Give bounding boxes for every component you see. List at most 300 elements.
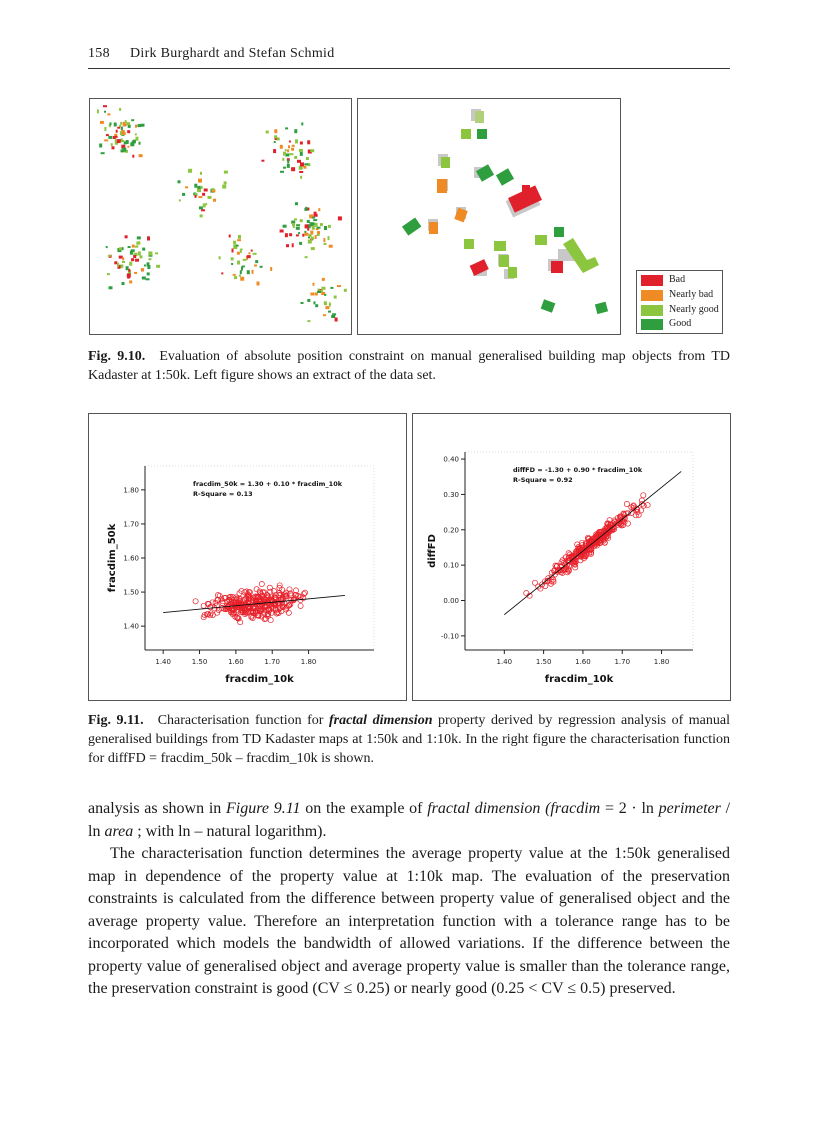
- map-building-185: [329, 245, 333, 248]
- map-building-284: [213, 199, 216, 202]
- map-building-118: [128, 275, 130, 278]
- map-building-35: [104, 111, 106, 113]
- x-axis-label: fracdim_10k: [544, 674, 614, 685]
- map-building-255: [241, 267, 243, 271]
- map-building-142: [280, 145, 283, 149]
- y-axis-label: diffFD: [427, 534, 438, 568]
- map-building-44: [123, 122, 126, 126]
- y-tick-label: 1.80: [123, 486, 139, 495]
- map-building-302: [332, 313, 336, 315]
- map-building-164: [289, 141, 291, 143]
- map-building-235: [270, 267, 272, 271]
- map-building-39: [111, 143, 113, 146]
- map-building-259: [254, 265, 257, 267]
- map-building-112: [126, 266, 129, 270]
- map-building-65: [140, 255, 143, 258]
- y-tick-label: -0.10: [440, 632, 459, 641]
- map-building-314: [318, 289, 320, 291]
- p1-term-area: area: [104, 822, 134, 840]
- map-building-245: [237, 252, 240, 255]
- map-building-289: [208, 196, 212, 199]
- x-tick-label: 1.70: [614, 658, 631, 666]
- map-building-170: [296, 227, 300, 230]
- map-building-225: [248, 252, 250, 254]
- map-building-303: [330, 287, 333, 289]
- map-building-290: [314, 301, 316, 304]
- map-building-34: [122, 132, 126, 135]
- map-zoom-figure: [357, 98, 621, 335]
- map-building-29: [116, 130, 118, 133]
- map-building-127: [280, 171, 284, 173]
- map-building-220: [300, 219, 303, 222]
- map-building-287: [194, 184, 197, 188]
- map-building-100: [156, 265, 160, 268]
- map-building-41: [139, 154, 143, 157]
- x-tick-label: 1.40: [155, 658, 171, 666]
- map-building-59: [115, 139, 117, 143]
- y-tick-label: 0.10: [443, 561, 459, 570]
- y-tick-label: 0.20: [443, 526, 459, 535]
- map-building-4: [114, 123, 117, 127]
- map-building-270: [200, 214, 203, 217]
- map-building-60: [138, 251, 141, 255]
- x-tick-label: 1.60: [575, 658, 591, 666]
- header-authors: Dirk Burghardt and Stefan Schmid: [130, 46, 335, 61]
- map-building-197: [311, 237, 314, 240]
- map-building-222: [317, 234, 320, 236]
- map-building-226: [237, 261, 240, 265]
- map-building-216: [312, 226, 315, 230]
- map-building-72: [125, 235, 128, 238]
- map-building-88: [135, 259, 139, 262]
- map-building-75: [155, 252, 158, 254]
- map-building-95: [148, 258, 151, 260]
- map-building-295: [307, 299, 310, 302]
- map-building-172: [305, 233, 309, 236]
- map-building-151: [261, 160, 264, 162]
- map-building-86: [119, 256, 123, 259]
- map-building-161: [283, 167, 286, 169]
- scatter-point: [298, 603, 303, 608]
- regression-line: [504, 471, 681, 614]
- scatter-point: [268, 589, 273, 594]
- map-building-31: [110, 122, 112, 125]
- map-building-149: [291, 167, 295, 171]
- map-building-315: [324, 303, 327, 305]
- map-building-99: [108, 255, 111, 257]
- y-tick-label: 1.40: [123, 622, 139, 631]
- map-building-7: [117, 127, 120, 129]
- map-building-253: [247, 270, 250, 274]
- map-legend: [636, 270, 723, 334]
- map-building-233: [232, 249, 234, 253]
- map-building-45: [127, 130, 130, 133]
- map-building-162: [277, 138, 280, 141]
- map-building-115: [129, 262, 132, 266]
- map-building-48: [99, 144, 102, 148]
- map-building-153: [282, 158, 284, 161]
- map-building-311: [310, 293, 314, 296]
- page-number: 158: [88, 46, 110, 61]
- map-building-27: [135, 125, 137, 128]
- regression-annotation: fracdim_50k = 1.30 + 0.10 * fracdim_10k: [193, 480, 343, 488]
- map-building-138: [299, 166, 303, 170]
- p1-text-d: / ln: [88, 800, 731, 840]
- map-building-272: [178, 180, 181, 183]
- map-building-168: [283, 225, 287, 228]
- map-building-30: [126, 140, 129, 144]
- map-building-241: [240, 277, 244, 281]
- map-building-133: [266, 131, 269, 134]
- map-building-132: [299, 149, 303, 152]
- map-building-267: [199, 206, 203, 209]
- figure-9-10-label: Fig. 9.10.: [88, 349, 146, 364]
- map-building-43: [101, 152, 105, 154]
- x-tick-label: 1.40: [496, 658, 513, 666]
- map-building-306: [315, 304, 318, 307]
- map-building-188: [323, 238, 325, 242]
- map-building-20: [112, 146, 115, 149]
- map-building-83: [128, 269, 130, 272]
- figure-9-11-caption: [88, 711, 730, 768]
- map-building-84: [122, 261, 125, 263]
- map-building-57: [117, 139, 121, 143]
- y-axis-label: fracdim_50k: [107, 523, 118, 593]
- map-building-199: [280, 230, 284, 233]
- map-building-3: [104, 139, 108, 141]
- map-building-177: [296, 224, 300, 226]
- y-tick-label: 0.30: [443, 490, 459, 499]
- map-building-117: [119, 247, 122, 250]
- chart-fracdim-50k: [88, 413, 407, 701]
- map-building-156: [274, 129, 277, 133]
- map-building-300: [301, 302, 304, 304]
- scatter-point: [302, 590, 307, 595]
- map-building-155: [307, 140, 310, 144]
- paragraph-1: [88, 798, 730, 843]
- y-tick-label: 0.00: [443, 597, 459, 605]
- map-building-108: [141, 268, 144, 271]
- map-building-62: [128, 246, 131, 248]
- map-building-96: [122, 282, 125, 285]
- map-building-283: [211, 188, 214, 190]
- map-building-10: [121, 127, 123, 131]
- map-building-50: [141, 124, 145, 127]
- x-tick-label: 1.50: [191, 658, 208, 666]
- map-building-120: [294, 129, 297, 133]
- x-tick-label: 1.80: [300, 658, 317, 666]
- map-building-257: [231, 257, 234, 260]
- regression-annotation: R-Square = 0.92: [513, 476, 573, 484]
- map-building-163: [304, 163, 308, 165]
- map-building-280: [188, 169, 192, 173]
- map-building-130: [288, 145, 290, 148]
- scatter-point: [641, 493, 646, 498]
- map-building-136: [283, 152, 286, 156]
- map-building-254: [253, 253, 257, 255]
- map-building-121: [299, 171, 303, 173]
- map-building-258: [239, 275, 241, 277]
- map-building-313: [321, 287, 325, 290]
- map-building-308: [323, 314, 326, 316]
- figure-9-11-caption-post: property derived by regression analysis of manual generalised buildings from TD Kadaster maps at 1:50k and 1:10k. In the right figure the characterisation function for diffFD = fracdim_50k – fracdim_10k is shown.: [88, 713, 731, 766]
- map-building-129: [289, 153, 293, 155]
- map-building-304: [322, 278, 325, 281]
- map-building-158: [300, 142, 303, 145]
- legend-swatch-nearly-bad: [641, 290, 663, 301]
- map-building-219: [315, 223, 318, 227]
- map-building-36: [130, 142, 134, 146]
- p1-text-a: analysis as shown in: [88, 800, 227, 817]
- scatter-point: [645, 503, 650, 508]
- map-building-299: [337, 285, 341, 287]
- map-building-16: [128, 125, 131, 128]
- map-building-217: [312, 217, 315, 219]
- map-building-19: [103, 105, 107, 107]
- map-building-312: [344, 289, 347, 292]
- map-building-307: [313, 283, 315, 286]
- p1-figure-ref: Figure 9.11: [226, 800, 301, 817]
- regression-annotation: diffFD = -1.30 + 0.90 * fracdim_10k: [513, 466, 643, 474]
- buildings: [402, 111, 608, 314]
- map-building-265: [179, 199, 181, 201]
- map-building-288: [197, 186, 200, 189]
- map-building-248: [241, 248, 243, 250]
- map-building-28: [135, 133, 137, 135]
- map-building-249: [229, 235, 231, 238]
- map-building-296: [334, 296, 337, 299]
- map-building-215: [315, 235, 317, 239]
- map-building-276: [195, 195, 197, 198]
- y-tick-label: 1.50: [123, 588, 139, 597]
- y-tick-label: 1.60: [123, 554, 139, 563]
- map-building-125: [273, 149, 276, 153]
- figure-9-11-label: Fig. 9.11.: [88, 713, 144, 728]
- map-building-231: [257, 282, 260, 286]
- map-building-192: [307, 220, 310, 223]
- y-tick-label: 1.70: [123, 520, 139, 529]
- map-building-181: [308, 240, 312, 244]
- map-building-140: [287, 164, 290, 168]
- map-building-183: [328, 225, 331, 228]
- map-building-53: [131, 119, 134, 121]
- map-building-97: [146, 278, 150, 280]
- map-building-165: [298, 232, 300, 234]
- map-building-208: [305, 256, 308, 258]
- chart-difffd: [412, 413, 731, 701]
- map-building-13: [136, 137, 139, 141]
- p1-term-perimeter: perimeter: [658, 800, 721, 817]
- map-building-143: [287, 160, 289, 164]
- map-building-159: [300, 162, 304, 166]
- map-building-171: [295, 202, 298, 205]
- map-building-273: [198, 179, 202, 183]
- map-building-114: [147, 265, 150, 269]
- p1-term-fracdim: fractal dimension (fracdim: [427, 800, 601, 817]
- scatter-point: [259, 581, 264, 586]
- map-building-266: [201, 209, 205, 211]
- map-building-218: [318, 208, 320, 211]
- map-building-212: [338, 216, 342, 220]
- map-building-210: [317, 227, 321, 229]
- map-building-247: [247, 255, 251, 258]
- map-building-52: [126, 122, 130, 125]
- x-tick-label: 1.60: [228, 658, 244, 666]
- map-building-180: [311, 247, 315, 250]
- building-shadows: [428, 109, 576, 279]
- map-building-256: [237, 239, 241, 241]
- map-building-246: [255, 260, 258, 263]
- x-tick-label: 1.80: [653, 658, 670, 666]
- map-building-51: [120, 139, 122, 142]
- map-building-146: [287, 149, 289, 152]
- map-building-49: [127, 146, 129, 148]
- map-building-119: [148, 252, 152, 256]
- map-building-150: [274, 141, 276, 143]
- running-header: [88, 44, 730, 69]
- map-building-67: [134, 272, 137, 274]
- body-text: [88, 798, 730, 1001]
- map-building-56: [107, 113, 110, 115]
- map-building-152: [274, 135, 277, 138]
- x-axis-label: fracdim_10k: [225, 674, 294, 685]
- map-building-147: [295, 139, 298, 143]
- map-building-81: [120, 265, 123, 268]
- figure-9-11-caption-em: fractal dimension: [328, 713, 433, 728]
- chart-difffd-svg: [413, 414, 730, 700]
- scatter-point: [201, 603, 206, 608]
- map-building-105: [133, 255, 136, 258]
- map-building-184: [292, 243, 294, 247]
- map-building-66: [142, 277, 146, 280]
- map-building-221: [309, 234, 312, 237]
- legend-label-good: Good: [669, 318, 692, 329]
- map-extract-figure: [89, 98, 352, 335]
- map-extract-svg: [90, 99, 351, 334]
- map-building-126: [300, 176, 302, 179]
- x-tick-label: 1.50: [535, 658, 552, 666]
- map-building-263: [200, 172, 202, 175]
- p1-text-b: on the example of: [300, 800, 428, 817]
- scatter-point: [193, 599, 198, 604]
- map-building-261: [204, 189, 208, 192]
- map-building-278: [202, 193, 205, 196]
- map-building-46: [106, 134, 109, 136]
- map-building-179: [317, 231, 320, 234]
- legend-swatch-bad: [641, 275, 663, 286]
- paragraph-2: The characterisation function determines the average property value at the 1:50k generalised map in dependence of the property value at 1:10k map. The evaluation of the preservation constraints is calculated from the difference between property value of generalised object and the average property value. Therefore an interpretation function with a tolerance range has to be incorporated which models the bandwidth of allowed variations. If the difference between the property value of generalised object and average property value is smaller than the tolerance range, the preservation constraint is good (CV ≤ 0.25) or nearly good (0.25 < CV ≤ 0.5) preserved.: [88, 845, 730, 997]
- map-building-15: [139, 142, 141, 145]
- p1-text-c: = 2 · ln: [600, 800, 659, 817]
- map-building-207: [293, 225, 295, 228]
- map-building-277: [222, 185, 226, 189]
- map-building-239: [236, 245, 239, 247]
- map-building-252: [240, 270, 242, 274]
- map-building-242: [234, 276, 237, 279]
- map-building-104: [117, 263, 119, 267]
- map-building-224: [305, 224, 309, 228]
- map-building-223: [302, 234, 304, 237]
- map-building-244: [260, 266, 263, 268]
- map-building-38: [97, 109, 99, 113]
- map-building-64: [106, 246, 108, 248]
- map-building-317: [324, 294, 326, 296]
- map-building-141: [297, 160, 301, 163]
- p1-text-e: ; with ln – natural logarithm).: [133, 822, 327, 840]
- map-building-69: [132, 245, 135, 248]
- map-building-281: [224, 181, 227, 184]
- map-building-101: [131, 249, 135, 252]
- map-building-148: [310, 149, 314, 152]
- scatter-point: [286, 610, 291, 615]
- figure-9-11-caption-pre: Characterisation function for: [157, 713, 329, 728]
- scatter-point: [624, 501, 629, 506]
- map-building-98: [135, 246, 138, 248]
- map-building-214: [305, 207, 307, 209]
- map-building-236: [233, 274, 236, 276]
- map-building-89: [137, 236, 141, 239]
- figure-9-10-caption: [88, 347, 730, 385]
- regression-annotation: R-Square = 0.13: [193, 490, 253, 498]
- map-building-54: [120, 122, 122, 125]
- legend-label-bad: Bad: [669, 274, 686, 285]
- map-building-58: [114, 136, 118, 138]
- map-building-124: [285, 149, 287, 151]
- map-building-190: [324, 243, 327, 245]
- map-building-174: [296, 234, 299, 236]
- legend-label-nearly-good: Nearly good: [669, 304, 719, 315]
- map-building-316: [328, 311, 331, 313]
- map-building-134: [294, 156, 297, 159]
- map-building-200: [285, 233, 288, 237]
- map-building-189: [320, 223, 323, 226]
- x-tick-label: 1.70: [264, 658, 281, 666]
- legend-swatch-good: [641, 319, 663, 330]
- map-building-238: [251, 250, 253, 252]
- map-building-318: [325, 306, 329, 309]
- map-building-264: [185, 186, 188, 188]
- map-building-116: [147, 237, 150, 241]
- map-building-80: [109, 286, 113, 289]
- map-building-70: [114, 261, 117, 264]
- map-building-187: [324, 226, 327, 230]
- scatter-point: [625, 521, 630, 526]
- map-building-47: [100, 121, 104, 124]
- map-building-268: [198, 196, 202, 198]
- map-building-160: [306, 157, 309, 160]
- figure-9-10-caption-text: Evaluation of absolute position constraint on manual generalised building map objects from TD Kadaster at 1:50k. Left figure shows an extract of the data set.: [88, 349, 730, 383]
- map-building-71: [107, 273, 110, 275]
- map-building-260: [182, 193, 185, 196]
- plot-area: [145, 466, 374, 650]
- map-building-22: [119, 125, 121, 127]
- map-building-0: [108, 136, 112, 139]
- map-building-103: [142, 248, 145, 251]
- map-building-251: [221, 272, 223, 274]
- map-building-137: [291, 148, 294, 151]
- map-building-319: [335, 318, 338, 322]
- map-building-202: [286, 244, 289, 247]
- scatter-point: [239, 589, 244, 594]
- map-building-111: [122, 257, 124, 260]
- y-tick-label: 0.40: [443, 455, 459, 464]
- map-building-243: [219, 256, 221, 259]
- map-building-279: [224, 171, 228, 174]
- map-building-157: [292, 145, 295, 147]
- map-building-123: [300, 152, 303, 156]
- map-building-294: [329, 302, 331, 306]
- map-building-9: [119, 108, 121, 111]
